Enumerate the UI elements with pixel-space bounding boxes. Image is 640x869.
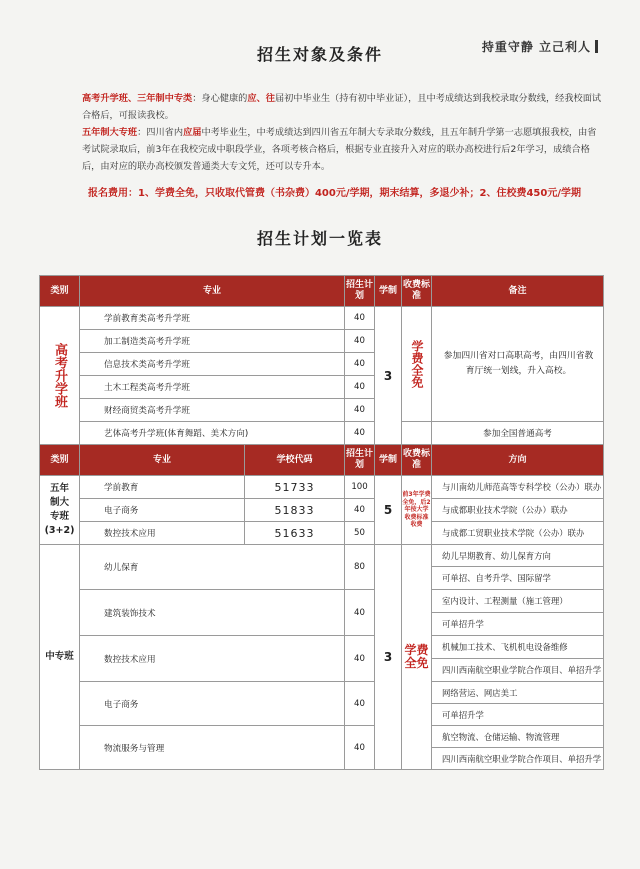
condition-paragraph-1: 高考升学班、三年制中专类：身心健康的应、往届初中毕业生（持有初中毕业证），且中考成绩达到我校录取分数线，经我校面试合格后，可报读我校。 — [82, 93, 602, 121]
table-row: 财经商贸类高考升学班 40 — [40, 399, 604, 422]
th-category: 类别 — [40, 276, 80, 307]
table-row: 信息技术类高考升学班 40 — [40, 353, 604, 376]
enrollment-plan-table — [39, 275, 604, 770]
table-row: 电子商务 51833 40 与成都职业技术学院（公办）联办 — [40, 499, 604, 522]
table-row: 可单招升学 — [40, 704, 604, 726]
table-row: 五年 制大 专班 (3+2) 学前教育 51733 100 5 前3年学费全免，后2年按大学收费标准收费 与川南幼儿师范高等专科学校（公办）联办 — [40, 476, 604, 499]
fee-secondary: 学费全免 — [402, 545, 432, 770]
page-title: 招生对象及条件 — [256, 45, 383, 64]
table-row: 四川西南航空职业学院合作项目、单招升学 — [40, 748, 604, 770]
table-row: 建筑装饰技术 40 室内设计、工程测量（施工管理） — [40, 590, 604, 613]
th-remark: 备注 — [432, 276, 604, 307]
remark-gaokao-national: 参加全国普通高考 — [432, 422, 604, 445]
table-row: 可单招、自考升学、国际留学 — [40, 567, 604, 590]
table-header-2: 类别 专业 学校代码 招生计划 学制 收费标准 方向 — [40, 445, 604, 476]
table-row: 土木工程类高考升学班 40 — [40, 376, 604, 399]
category-five-year: 五年 制大 专班 (3+2) — [40, 476, 80, 545]
th-years: 学制 — [375, 276, 402, 307]
condition-paragraph-2: 五年制大专班：四川省内应届中考毕业生，中考成绩达到四川省五年制大专录取分数线，且五年制升学第一志愿填报我校，由省考试院录取后，前3年在我校完成中职段学业，各项考核合格后，根据专业直接升入对应的联办高校进行后2年学习，成绩合格后，由对应的联办高校颁发普通类大专文凭，还可以专升本。 — [82, 127, 597, 172]
table-row: 中专班 幼儿保育 80 3 学费全免 幼儿早期教育、幼儿保育方向 — [40, 545, 604, 567]
table-row: 数控技术应用 40 机械加工技术、飞机机电设备维修 — [40, 636, 604, 659]
years-gaokao: 3 — [375, 307, 402, 445]
table-row: 可单招升学 — [40, 613, 604, 636]
fee-five-year: 前3年学费全免，后2年按大学收费标准收费 — [402, 476, 432, 545]
fee-gaokao: 学费全免 — [402, 307, 432, 422]
table-row: 数控技术应用 51633 50 与成都工贸职业技术学院（公办）联办 — [40, 522, 604, 545]
th-plan: 招生计划 — [345, 276, 375, 307]
category-gaokao: 高考升学班 — [40, 307, 80, 445]
fee-empty-cell — [402, 422, 432, 445]
admission-conditions — [82, 90, 602, 175]
table-row: 电子商务 40 网络营运、网店美工 — [40, 682, 604, 704]
category-secondary: 中专班 — [40, 545, 80, 770]
table-header-1 — [40, 276, 604, 307]
table-row: 加工制造类高考升学班 40 — [40, 330, 604, 353]
table-row: 物流服务与管理 40 航空物流、仓储运输、物流管理 — [40, 726, 604, 748]
school-motto: 持重守静 立己利人 — [482, 38, 598, 55]
table-row: 艺体高考升学班(体育舞蹈、美术方向) 40 参加全国普通高考 — [40, 422, 604, 445]
th-major: 专业 — [80, 276, 345, 307]
table-row: 高考升学班 学前教育类高考升学班 40 3 学费全免 参加四川省对口高职高考，由四川省教育厅统一划线，升入高校。 — [40, 307, 604, 330]
th-fee-standard: 收费标准 — [402, 276, 432, 307]
remark-gaokao: 参加四川省对口高职高考，由四川省教育厅统一划线，升入高校。 — [432, 307, 604, 422]
fee-info: 报名费用：1、学费全免，只收取代管费（书杂费）400元/学期，期末结算，多退少补；2、住校费450元/学期 — [88, 188, 581, 199]
table-title: 招生计划一览表 — [256, 229, 383, 248]
table-row: 四川西南航空职业学院合作项目、单招升学 — [40, 659, 604, 682]
